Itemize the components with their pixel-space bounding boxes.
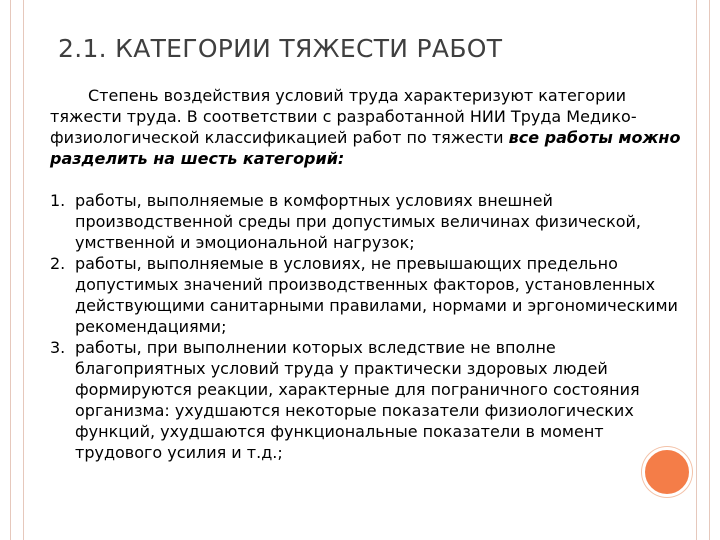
list-item-number: 3. xyxy=(50,338,66,357)
right-border-decoration xyxy=(696,0,710,540)
slide-content xyxy=(50,85,690,463)
list-item-text: работы, при выполнении которых вследствие не вполне благоприятных условий труда у практически здоровых людей формируются реакции, характерные для пограничного состояния организма: ухудшаются некоторые показатели физиологических функций, ухудшаются функциональные показатели в момент трудового усилия и т.д.; xyxy=(75,338,640,462)
intro-paragraph xyxy=(50,85,690,169)
intro-emphasis: все работы можно разделить на шесть категорий: xyxy=(50,128,681,168)
slide-title: 2.1. КАТЕГОРИИ ТЯЖЕСТИ РАБОТ xyxy=(58,34,503,63)
list-item-text: работы, выполняемые в условиях, не превышающих предельно допустимых значений производственных факторов, установленных действующими санитарными правилами, нормами и эргономическими рекомендациями; xyxy=(75,254,678,336)
list-item-text: работы, выполняемые в комфортных условиях внешней производственной среды при допустимых величинах физической, умственной и эмоциональной нагрузок; xyxy=(75,191,641,252)
categories-list xyxy=(50,190,690,463)
list-item xyxy=(50,337,690,463)
list-item xyxy=(50,190,690,253)
list-item-number: 1. xyxy=(50,191,66,210)
list-item xyxy=(50,253,690,337)
list-item-number: 2. xyxy=(50,254,66,273)
intro-text: Степень воздействия условий труда характеризуют категории тяжести труда. В соответствии с разработанной НИИ Труда Медико-физиологической классификацией работ по тяжести xyxy=(50,86,637,147)
decorative-circle xyxy=(642,447,692,497)
left-border-decoration xyxy=(10,0,24,540)
